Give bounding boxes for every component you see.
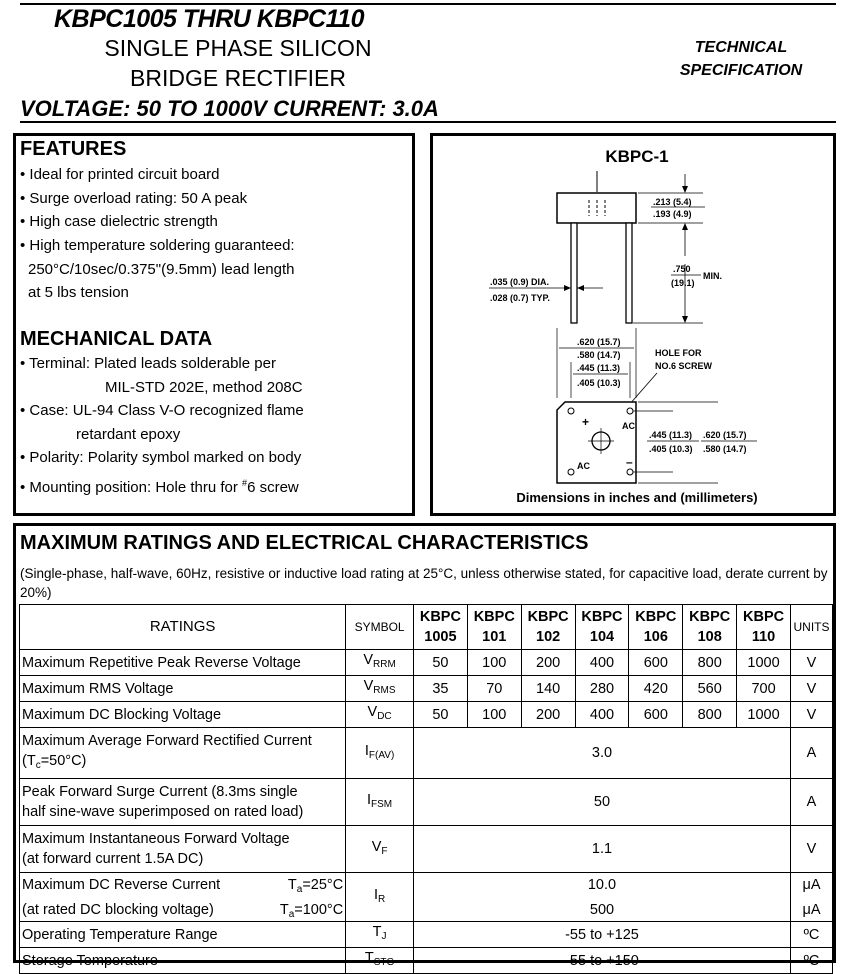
mounting-sup: # (242, 478, 248, 488)
sym: V (363, 652, 374, 668)
label-sub: c (35, 759, 41, 771)
cond-sub: a (288, 908, 295, 920)
table-row (20, 676, 833, 702)
part-number: 102 (536, 629, 561, 645)
part-prefix: KBPC (527, 609, 569, 625)
label-line: half sine-wave superimposed on rated load) (22, 804, 304, 820)
tech-line-1: TECHNICAL (694, 39, 788, 56)
sym-sub: F (381, 845, 388, 857)
cell-value: 35 (413, 676, 467, 702)
cell-unit: V (790, 650, 832, 676)
cell-value: 100 (467, 650, 521, 676)
header-rule (20, 121, 836, 123)
cell-unit: V (790, 676, 832, 702)
dim-label: .035 (0.9) DIA. (490, 277, 550, 287)
part-number: 108 (697, 629, 722, 645)
row-label: Storage Temperature (20, 948, 346, 974)
header-part (575, 605, 629, 650)
dim-label: .750 (673, 264, 691, 274)
header-part (629, 605, 683, 650)
cond-part: T (287, 876, 297, 893)
cell-value: 1.1 (413, 826, 790, 873)
cell-value: 800 (683, 702, 737, 728)
row-label: Operating Temperature Range (20, 922, 346, 948)
unit-line: μA (802, 901, 821, 918)
package-name: KBPC-1 (605, 147, 669, 166)
cell-value: 100 (467, 702, 521, 728)
cell-value: 50 (413, 779, 790, 826)
label-line: Peak Forward Surge Current (8.3ms single (22, 784, 298, 800)
row-symbol (346, 676, 414, 702)
feature-item: • High temperature soldering guaranteed: (20, 237, 295, 254)
feature-item: • Ideal for printed circuit board (20, 166, 220, 183)
mech-terminal: • Terminal: Plated leads solderable per (20, 355, 276, 372)
sym-sub: RRM (373, 659, 396, 670)
value-line: 500 (589, 901, 615, 918)
condition (280, 900, 343, 922)
header-part (467, 605, 521, 650)
label-line (22, 875, 343, 895)
part-number: 106 (643, 629, 668, 645)
row-symbol (346, 702, 414, 728)
sym-sub: RMS (373, 685, 396, 696)
dim-label: .405 (10.3) (577, 378, 621, 388)
ratings-title: MAXIMUM RATINGS AND ELECTRICAL CHARACTERISTICS (20, 532, 589, 554)
part-prefix: KBPC (581, 609, 623, 625)
sym-sub: R (377, 893, 386, 905)
label-line (22, 751, 343, 776)
row-symbol (346, 922, 414, 948)
sym: I (373, 886, 378, 903)
cell-value: 560 (683, 676, 737, 702)
dim-label: .580 (14.7) (703, 444, 747, 454)
label-line: (at forward current 1.5A DC) (22, 851, 204, 867)
table-row (20, 728, 833, 779)
package-drawing (433, 136, 833, 513)
mechanical-heading: MECHANICAL DATA (20, 328, 213, 350)
feature-item: 250°C/10sec/0.375"(9.5mm) lead length (28, 261, 295, 278)
cell-value: -55 to +150 (413, 948, 790, 974)
subtitle-line-2: BRIDGE RECTIFIER (130, 65, 346, 91)
part-number: 104 (589, 629, 615, 645)
header-ratings: RATINGS (20, 605, 346, 650)
row-label (20, 779, 346, 826)
row-label: Maximum RMS Voltage (20, 676, 346, 702)
part-number: 1005 (424, 629, 457, 645)
header-part (683, 605, 737, 650)
dim-label: .213 (5.4) (653, 197, 692, 207)
cell-value: 50 (413, 650, 467, 676)
tech-line-2: SPECIFICATION (679, 62, 803, 79)
cond-sub: a (296, 883, 303, 895)
cond-part: T (279, 901, 289, 918)
value-line: 10.0 (587, 876, 617, 893)
mounting-text-end: 6 screw (247, 479, 299, 496)
sym: T (364, 950, 374, 966)
cell-unit: V (790, 702, 832, 728)
table-row (20, 826, 833, 873)
hole-label-2: NO.6 SCREW (655, 361, 713, 371)
row-label (20, 873, 346, 922)
dim-label: .620 (15.7) (703, 430, 747, 440)
label-part: Maximum DC Reverse Current (22, 876, 221, 893)
label-part: (at rated DC blocking voltage) (22, 901, 214, 918)
subtitle-line-1: SINGLE PHASE SILICON (104, 35, 372, 61)
mech-case-cont: retardant epoxy (76, 426, 181, 443)
arrow-head (682, 223, 688, 230)
mech-mounting (20, 473, 299, 498)
plus-mark: + (582, 415, 590, 429)
arrow-head (682, 186, 688, 193)
ratings-panel (13, 523, 836, 969)
voltage-current-line: VOLTAGE: 50 TO 1000V CURRENT: 3.0A (20, 96, 439, 121)
mech-case: • Case: UL-94 Class V-O recognized flame (20, 402, 304, 419)
package-panel (430, 133, 836, 516)
part-number: 101 (482, 629, 507, 645)
ratings-note: (Single-phase, half-wave, 60Hz, resistive or inductive load rating at 25°C, unless otherwise stated, for capacitive load, derate current by 20%) (20, 566, 828, 600)
row-label: Maximum DC Blocking Voltage (20, 702, 346, 728)
hole-label-1: HOLE FOR (655, 348, 702, 358)
label-part: =50°C) (40, 752, 87, 769)
feature-item: • High case dielectric strength (20, 213, 218, 230)
sym-sub: J (381, 931, 387, 942)
table-row (20, 702, 833, 728)
dim-label: .028 (0.7) TYP. (490, 293, 550, 303)
sym: T (372, 924, 382, 940)
sym: V (371, 838, 382, 855)
row-symbol (346, 826, 414, 873)
mounting-text: • Mounting position: Hole thru for (20, 479, 243, 496)
minus-mark: – (626, 455, 633, 469)
condition (288, 875, 343, 900)
cond-part: =25°C (302, 876, 344, 893)
row-symbol (346, 948, 414, 974)
header-symbol: SYMBOL (346, 605, 414, 650)
cell-value: 600 (629, 702, 683, 728)
sym-sub: STG (373, 957, 395, 968)
sym: I (364, 742, 369, 759)
label-line: Maximum Instantaneous Forward Voltage (22, 831, 290, 847)
mech-terminal-cont: MIL-STD 202E, method 208C (105, 379, 303, 396)
feature-item: at 5 lbs tension (28, 284, 129, 301)
cond-part: =100°C (294, 901, 344, 918)
row-label: Maximum Repetitive Peak Reverse Voltage (20, 650, 346, 676)
table-row (20, 922, 833, 948)
cell-value: 420 (629, 676, 683, 702)
sym-sub: F(AV) (368, 749, 395, 761)
table-header-row (20, 605, 833, 650)
document-title: KBPC1005 THRU KBPC110 (54, 5, 364, 33)
unit-line: μA (802, 876, 821, 893)
features-heading: FEATURES (20, 138, 127, 160)
part-prefix: KBPC (743, 609, 785, 625)
label-part: (T (22, 752, 36, 769)
part-prefix: KBPC (635, 609, 677, 625)
pin (568, 469, 574, 475)
lead-right (626, 223, 632, 323)
cell-value: 200 (521, 650, 575, 676)
cell-unit: V (790, 826, 832, 873)
dim-label: .580 (14.7) (577, 350, 621, 360)
row-label (20, 826, 346, 873)
cell-value: 400 (575, 650, 629, 676)
features-panel (13, 133, 415, 516)
dim-label: (19.1) (671, 278, 695, 288)
cell-value: 1000 (737, 650, 791, 676)
cell-value: 200 (521, 702, 575, 728)
table-row (20, 650, 833, 676)
row-symbol (346, 650, 414, 676)
cell-unit (790, 873, 832, 922)
feature-item: • Surge overload rating: 50 A peak (20, 190, 248, 207)
cell-value: 280 (575, 676, 629, 702)
row-symbol (346, 728, 414, 779)
sym: V (363, 678, 374, 694)
dim-label: .193 (4.9) (653, 209, 692, 219)
table-row (20, 779, 833, 826)
cell-value: 400 (575, 702, 629, 728)
dim-label: MIN. (703, 271, 722, 281)
pin (568, 408, 574, 414)
part-prefix: KBPC (473, 609, 515, 625)
dim-label: .405 (10.3) (649, 444, 693, 454)
header-part (737, 605, 791, 650)
sym: V (367, 704, 378, 720)
dim-label: .445 (11.3) (649, 430, 693, 440)
row-symbol (346, 779, 414, 826)
table-row (20, 873, 833, 922)
ratings-table (19, 604, 833, 974)
ac-mark: AC (577, 461, 590, 471)
cell-value: 70 (467, 676, 521, 702)
dim-label: .620 (15.7) (577, 337, 621, 347)
dim-label: .445 (11.3) (577, 363, 621, 373)
part-number: 110 (751, 629, 776, 645)
cell-value: 3.0 (413, 728, 790, 779)
table-row (20, 948, 833, 974)
cell-value: 1000 (737, 702, 791, 728)
pin (627, 469, 633, 475)
cell-value: 700 (737, 676, 791, 702)
pin (627, 408, 633, 414)
label-line: Maximum Average Forward Rectified Current (22, 732, 312, 749)
sym: I (367, 791, 372, 808)
header-part (521, 605, 575, 650)
cell-value: 800 (683, 650, 737, 676)
cell-value: 50 (413, 702, 467, 728)
cell-value: -55 to +125 (413, 922, 790, 948)
row-symbol (346, 873, 414, 922)
header-units: UNITS (790, 605, 832, 650)
arrow-head (577, 285, 584, 291)
cell-value: 600 (629, 650, 683, 676)
header-part (413, 605, 467, 650)
dimensions-caption: Dimensions in inches and (millimeters) (516, 490, 758, 505)
technical-spec-label (656, 36, 826, 82)
ac-mark: AC (622, 421, 635, 431)
cell-value (413, 873, 790, 922)
part-prefix: KBPC (419, 609, 461, 625)
row-label (20, 728, 346, 779)
cell-unit: ºC (790, 922, 832, 948)
cell-unit: ºC (790, 948, 832, 974)
part-prefix: KBPC (689, 609, 731, 625)
sym-sub: DC (377, 711, 392, 722)
sym-sub: FSM (371, 798, 393, 810)
lead-left (571, 223, 577, 323)
label-line (22, 900, 343, 920)
cell-unit: A (790, 779, 832, 826)
arrow-head (682, 316, 688, 323)
cell-unit: A (790, 728, 832, 779)
arrow-head (564, 285, 571, 291)
mech-polarity: • Polarity: Polarity symbol marked on body (20, 449, 302, 466)
cell-value: 140 (521, 676, 575, 702)
